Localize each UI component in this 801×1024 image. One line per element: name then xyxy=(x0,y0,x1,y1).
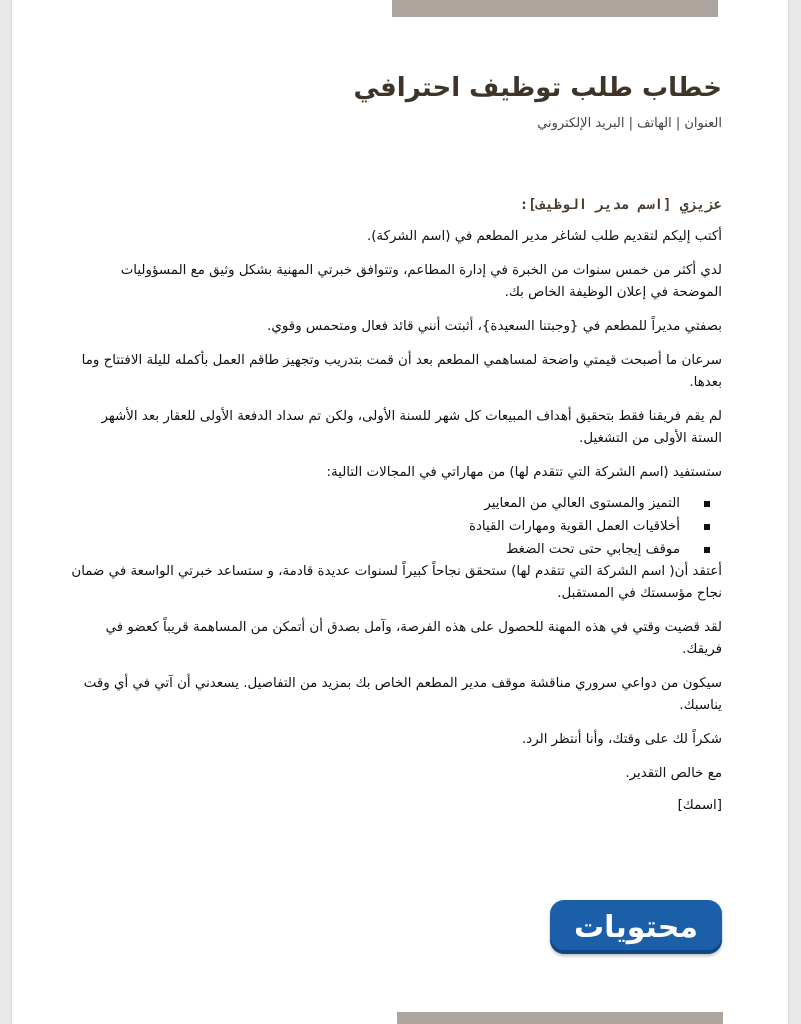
paragraph: لم يقم فريقنا فقط بتحقيق أهداف المبيعات كل شهر للسنة الأولى، ولكن تم سداد الدفعة الأولى للعقار بعد الأشهر الستة الأولى من التشغيل. xyxy=(101,409,722,446)
paragraph: أكتب إليكم لتقديم طلب لشاغر مدير المطعم في (اسم الشركة). xyxy=(366,229,722,244)
bullet-icon xyxy=(704,524,710,530)
salutation: عزيزي [اسم مدير الوظيف]: xyxy=(519,197,722,213)
list-item xyxy=(70,538,680,561)
list-item-text: أخلاقيات العمل القوية ومهارات القيادة xyxy=(468,519,680,534)
paragraph: لدي أكثر من خمس سنوات من الخبرة في إدارة المطاعم، وتتوافق خبرتي المهنية بشكل وثيق مع المسؤوليات الموضحة في إعلان الوظيفة الخاص بك. xyxy=(120,263,722,300)
watermark-text: محتويات xyxy=(574,909,698,945)
list-item-text: التميز والمستوى العالي من المعايير xyxy=(484,496,680,511)
page-title: خطاب طلب توظيف احترافي xyxy=(353,73,722,103)
paragraph: ستستفيد (اسم الشركة التي تتقدم لها) من مهاراتي في المجالات التالية: xyxy=(326,465,722,480)
watermark-logo xyxy=(550,900,722,954)
closing: مع خالص التقدير. xyxy=(625,766,722,781)
contact-line: العنوان | الهاتف | البريد الإلكتروني xyxy=(537,116,722,131)
paragraph: سرعان ما أصبحت قيمتي واضحة لمساهمي المطعم بعد أن قمت بتدريب وتجهيز طاقم العمل بأكمله لليلة الافتتاح وما بعدها. xyxy=(81,353,722,390)
paragraph: سيكون من دواعي سروري مناقشة موقف مدير المطعم الخاص بك بمزيد من التفاصيل. يسعدني أن آتي في أي وقت يناسبك. xyxy=(83,676,722,713)
list-item xyxy=(70,515,680,538)
letter-content xyxy=(70,70,722,817)
skills-list xyxy=(70,492,722,561)
letter-page xyxy=(12,0,788,1024)
top-accent-bar xyxy=(392,0,718,17)
paragraph: لقد قضيت وقتي في هذه المهنة للحصول على هذه الفرصة، وآمل بصدق أن أتمكن من المساهمة قريباً كعضو في فريقك. xyxy=(105,620,722,657)
bullet-icon xyxy=(704,501,710,507)
bottom-accent-bar xyxy=(397,1012,723,1024)
list-item xyxy=(70,492,680,515)
paragraph: أعتقد أن( اسم الشركة التي تتقدم لها) ستحقق نجاحاً كبيراً لسنوات عديدة قادمة، و ستساعد خبرتي الواسعة في ضمان نجاح مؤسستك في المستقبل. xyxy=(71,564,722,601)
signature: [اسمك] xyxy=(677,798,722,813)
paragraph: شكراً لك على وقتك، وأنا أنتظر الرد. xyxy=(522,732,722,747)
bullet-icon xyxy=(704,547,710,553)
list-item-text: موقف إيجابي حتى تحت الضغط xyxy=(505,542,680,557)
paragraph: بصفتي مديراً للمطعم في {وجبتنا السعيدة}، أثبتت أنني قائد فعال ومتحمس وقوي. xyxy=(267,319,722,334)
